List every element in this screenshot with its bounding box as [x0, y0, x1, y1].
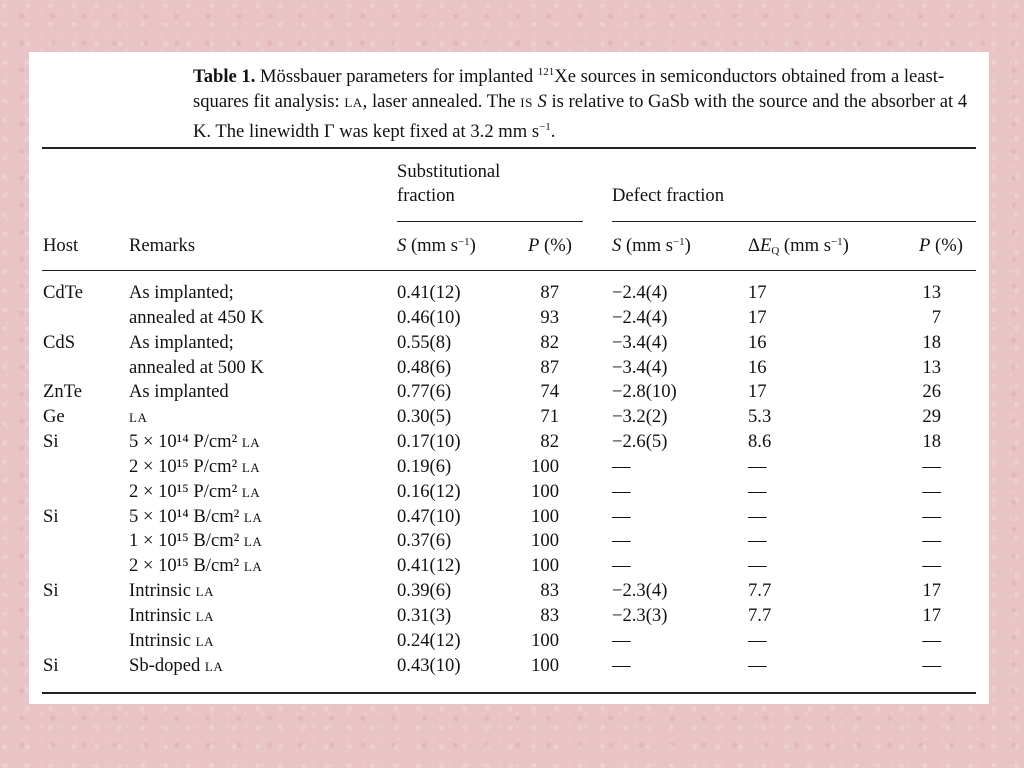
p-defect-cell: — — [922, 629, 941, 651]
p-defect-cell: — — [922, 555, 941, 577]
remark-text: Intrinsic — [129, 580, 196, 602]
s-unit-close: ) — [684, 235, 691, 256]
substitutional-header-line2: fraction — [397, 185, 455, 206]
remark-text: As implanted — [129, 381, 229, 403]
substitutional-header-line1: Substitutional — [397, 161, 501, 182]
p-defect-cell: 13 — [922, 356, 941, 378]
p-unit: (%) — [930, 235, 963, 256]
s-substitutional-cell: 0.37(6) — [397, 530, 452, 552]
host-cell: Si — [43, 505, 59, 527]
remarks-cell — [129, 505, 262, 531]
remark-text: As implanted; — [129, 282, 234, 303]
s-substitutional-cell: 0.17(10) — [397, 431, 461, 453]
quadrupole-splitting-cell: — — [748, 555, 767, 577]
p-defect-header — [919, 235, 963, 257]
p-defect-cell: — — [922, 480, 941, 502]
quadrupole-splitting-header — [748, 235, 849, 257]
p-defect-cell: 7 — [931, 306, 941, 328]
defect-fraction-header: Defect fraction — [612, 185, 725, 206]
p-defect-cell: — — [922, 654, 941, 676]
quadrupole-splitting-cell: — — [748, 530, 767, 552]
laser-annealed-tag: LA — [129, 410, 148, 426]
remarks-cell — [129, 579, 214, 605]
remarks-cell — [129, 331, 234, 357]
s-substitutional-cell: 0.16(12) — [397, 480, 461, 502]
p-substitutional-cell: 87 — [540, 282, 559, 303]
s-unit-exponent: −1 — [672, 236, 685, 248]
p-substitutional-cell: 100 — [531, 480, 559, 502]
s-unit: (mm s — [621, 235, 673, 256]
remarks-cell — [129, 306, 264, 332]
substitutional-subrule — [397, 221, 583, 222]
deq-unit-close: ) — [842, 235, 849, 256]
table-row — [29, 405, 989, 430]
quadrupole-splitting-cell: 16 — [748, 331, 767, 353]
s-substitutional-header — [397, 235, 476, 257]
remarks-cell — [129, 380, 229, 406]
table-row — [29, 505, 989, 530]
remarks-cell — [129, 554, 262, 580]
caption-text-1: Mössbauer parameters for implanted — [255, 66, 538, 88]
remark-text: Intrinsic — [129, 604, 196, 626]
laser-annealed-tag: LA — [241, 435, 261, 451]
laser-annealed-tag: LA — [195, 633, 214, 649]
laser-annealed-tag: LA — [243, 534, 263, 550]
e-symbol: E — [759, 235, 772, 256]
s-substitutional-cell: 0.47(10) — [397, 505, 461, 527]
laser-annealed-tag: LA — [241, 459, 261, 475]
table-row — [29, 529, 989, 554]
laser-annealed-tag: LA — [195, 584, 214, 600]
quadrupole-splitting-cell: — — [748, 505, 767, 527]
s-defect-cell: — — [612, 480, 631, 502]
p-substitutional-cell: 74 — [540, 381, 559, 403]
quadrupole-splitting-cell: 5.3 — [748, 406, 772, 428]
s-substitutional-cell: 0.55(8) — [397, 331, 452, 353]
defect-subrule — [612, 221, 976, 222]
s-defect-cell: −3.4(4) — [612, 356, 668, 378]
table-row — [29, 306, 989, 331]
caption-text-5: . — [550, 121, 556, 143]
s-substitutional-cell: 0.77(6) — [397, 381, 452, 403]
remark-text: Sb-doped — [129, 654, 205, 676]
remarks-cell — [129, 356, 264, 382]
p-defect-cell: 17 — [922, 580, 941, 602]
table-row — [29, 331, 989, 356]
q-subscript: Q — [771, 245, 780, 257]
table-row — [29, 480, 989, 505]
p-defect-cell: — — [922, 530, 941, 552]
quadrupole-splitting-cell: 17 — [748, 306, 767, 328]
remark-text: 1 × 10¹⁵ B/cm² — [129, 530, 244, 552]
quadrupole-splitting-cell: 16 — [748, 356, 767, 378]
remark-text: Intrinsic — [129, 629, 196, 651]
remarks-cell — [129, 430, 260, 456]
host-cell: ZnTe — [43, 381, 82, 403]
quadrupole-splitting-cell: 17 — [748, 381, 767, 403]
table-row — [29, 554, 989, 579]
s-unit: (mm s — [406, 235, 458, 256]
s-defect-cell: — — [612, 629, 631, 651]
p-substitutional-header — [528, 235, 572, 257]
table-page — [29, 52, 989, 704]
caption-text-4: is relative to GaSb with the source and the absorber at 4 K. The linewidth Γ was kept fixed at 3.2 mm s — [193, 90, 968, 143]
caption-unit-exponent: −1 — [539, 121, 551, 134]
remark-text: As implanted; — [129, 331, 234, 353]
host-cell: Si — [43, 580, 59, 602]
laser-annealed-tag: LA — [243, 509, 263, 525]
laser-annealed-tag: LA — [243, 559, 263, 575]
p-defect-cell: 13 — [922, 282, 941, 303]
s-substitutional-cell: 0.19(6) — [397, 455, 452, 477]
p-substitutional-cell: 100 — [531, 555, 559, 577]
p-substitutional-cell: 82 — [540, 331, 559, 353]
p-substitutional-cell: 100 — [531, 654, 559, 676]
table-row — [29, 604, 989, 629]
host-cell: CdTe — [43, 282, 84, 303]
s-substitutional-cell: 0.24(12) — [397, 629, 461, 651]
bottom-rule — [42, 692, 976, 694]
s-defect-cell: −2.3(4) — [612, 580, 668, 602]
table-row — [29, 629, 989, 654]
laser-annealed-tag: LA — [204, 658, 224, 674]
p-defect-cell: 17 — [922, 604, 941, 626]
p-defect-cell: 18 — [922, 431, 941, 453]
s-substitutional-cell: 0.41(12) — [397, 555, 461, 577]
quadrupole-splitting-cell: 7.7 — [748, 604, 772, 626]
p-substitutional-cell: 83 — [540, 604, 559, 626]
remarks-cell — [129, 455, 260, 481]
host-cell: Ge — [43, 406, 65, 428]
s-substitutional-cell: 0.39(6) — [397, 580, 452, 602]
p-defect-cell: 29 — [922, 406, 941, 428]
remarks-cell — [129, 405, 147, 431]
remarks-cell — [129, 281, 234, 307]
quadrupole-splitting-cell: — — [748, 654, 767, 676]
quadrupole-splitting-cell: 8.6 — [748, 431, 772, 453]
isotope-mass-number: 121 — [537, 66, 555, 78]
caption-text-3: , laser annealed. The — [362, 90, 521, 112]
p-substitutional-cell: 87 — [540, 356, 559, 378]
quadrupole-splitting-cell: — — [748, 455, 767, 477]
s-defect-cell: — — [612, 455, 631, 477]
remarks-cell — [129, 654, 223, 680]
s-symbol: S — [612, 235, 622, 256]
table-label: Table 1. — [193, 66, 256, 88]
s-unit-close: ) — [469, 235, 476, 256]
remark-text: 5 × 10¹⁴ P/cm² — [129, 431, 242, 453]
s-defect-cell: — — [612, 654, 631, 676]
s-substitutional-cell: 0.43(10) — [397, 654, 461, 676]
p-substitutional-cell: 100 — [531, 530, 559, 552]
remark-text: annealed at 500 K — [129, 356, 264, 378]
s-defect-cell: −2.3(3) — [612, 604, 668, 626]
host-column-header: Host — [43, 235, 79, 256]
quadrupole-splitting-cell: 17 — [748, 282, 767, 303]
p-substitutional-cell: 93 — [540, 306, 559, 328]
caption-is-abbrev: IS — [520, 94, 533, 110]
remark-text: 5 × 10¹⁴ B/cm² — [129, 505, 244, 527]
s-substitutional-cell: 0.48(6) — [397, 356, 452, 378]
p-substitutional-cell: 100 — [531, 505, 559, 527]
s-substitutional-cell: 0.31(3) — [397, 604, 452, 626]
laser-annealed-tag: LA — [195, 608, 214, 624]
caption-la-abbrev: LA — [344, 94, 363, 110]
remarks-column-header: Remarks — [129, 235, 196, 256]
deq-unit-exponent: −1 — [830, 236, 843, 248]
p-defect-cell: — — [922, 455, 941, 477]
deq-unit: (mm s — [779, 235, 831, 256]
remark-text: annealed at 450 K — [129, 306, 264, 328]
s-defect-cell: −2.8(10) — [612, 381, 677, 403]
remarks-cell — [129, 629, 214, 655]
table-row — [29, 380, 989, 405]
table-row — [29, 654, 989, 679]
table-row — [29, 455, 989, 480]
p-substitutional-cell: 71 — [540, 406, 559, 428]
top-rule — [42, 147, 976, 149]
caption-text-2: Xe sources in semiconductors obtained from a least-squares fit analysis: — [193, 66, 945, 112]
s-defect-cell: −2.4(4) — [612, 282, 668, 303]
p-substitutional-cell: 100 — [531, 455, 559, 477]
table-row — [29, 281, 989, 306]
s-unit-exponent: −1 — [457, 236, 470, 248]
caption-s-symbol: S — [537, 90, 547, 112]
p-unit: (%) — [539, 235, 572, 256]
p-symbol: P — [919, 235, 931, 256]
p-defect-cell: 18 — [922, 331, 941, 353]
s-defect-cell: −3.2(2) — [612, 406, 668, 428]
host-cell: CdS — [43, 331, 76, 353]
header-rule — [42, 270, 976, 271]
laser-annealed-tag: LA — [241, 484, 261, 500]
s-defect-cell: — — [612, 555, 631, 577]
p-substitutional-cell: 83 — [540, 580, 559, 602]
s-substitutional-cell: 0.30(5) — [397, 406, 452, 428]
s-substitutional-cell: 0.46(10) — [397, 306, 461, 328]
host-cell: Si — [43, 431, 59, 453]
host-cell: Si — [43, 654, 59, 676]
remark-text: 2 × 10¹⁵ P/cm² — [129, 455, 242, 477]
s-defect-cell: — — [612, 530, 631, 552]
p-symbol: P — [528, 235, 540, 256]
remarks-cell — [129, 529, 262, 555]
p-substitutional-cell: 82 — [540, 431, 559, 453]
remark-text: 2 × 10¹⁵ B/cm² — [129, 555, 244, 577]
s-defect-cell: — — [612, 505, 631, 527]
s-substitutional-cell: 0.41(12) — [397, 282, 461, 303]
table-caption — [193, 60, 983, 145]
remarks-cell — [129, 604, 214, 630]
s-symbol: S — [397, 235, 407, 256]
s-defect-cell: −2.6(5) — [612, 431, 668, 453]
table-row — [29, 430, 989, 455]
table-row — [29, 356, 989, 381]
quadrupole-splitting-cell: — — [748, 480, 767, 502]
s-defect-cell: −3.4(4) — [612, 331, 668, 353]
delta-symbol: Δ — [748, 235, 760, 256]
p-defect-cell: 26 — [922, 381, 941, 403]
remark-text: 2 × 10¹⁵ P/cm² — [129, 480, 242, 502]
p-defect-cell: — — [922, 505, 941, 527]
s-defect-cell: −2.4(4) — [612, 306, 668, 328]
remarks-cell — [129, 480, 260, 506]
table-row — [29, 579, 989, 604]
p-substitutional-cell: 100 — [531, 629, 559, 651]
quadrupole-splitting-cell: 7.7 — [748, 580, 772, 602]
table-body — [29, 281, 989, 679]
quadrupole-splitting-cell: — — [748, 629, 767, 651]
s-defect-header — [612, 235, 691, 257]
